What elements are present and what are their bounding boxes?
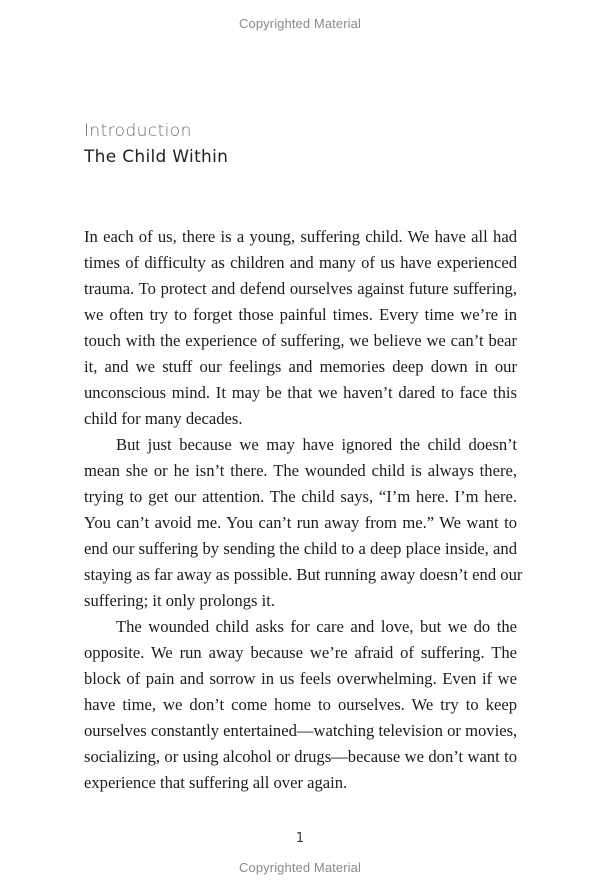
text-line: ourselves constantly entertained—watching television or movies, (84, 721, 518, 740)
text-line: touch with the experience of suffering, we believe we can’t bear (84, 331, 517, 350)
body-text (84, 224, 523, 796)
paragraph-2 (84, 432, 523, 614)
text-line: times of difficulty as children and many of us have experienced (84, 253, 517, 272)
copyright-watermark-bottom: Copyrighted Material (239, 860, 361, 875)
text-line: opposite. We run away because we’re afraid of suffering. The (84, 643, 517, 662)
text-line: trying to get our attention. The child says, “I’m here. I’m here. (84, 487, 517, 506)
text-line: You can’t avoid me. You can’t run away from me.” We want to (84, 513, 517, 532)
paragraph-1 (84, 224, 517, 432)
text-line: The wounded child asks for care and love, but we do the (116, 617, 517, 636)
page-number: 1 (295, 831, 305, 846)
text-line: it, and we stuff our feelings and memories deep down in our (84, 357, 517, 376)
chapter-title: The Child Within (84, 147, 229, 167)
text-line: trauma. To protect and defend ourselves against future suffering, (84, 279, 517, 298)
text-line: block of pain and sorrow in us feels overwhelming. Even if we (84, 669, 517, 688)
text-line: In each of us, there is a young, suffering child. We have all had (84, 227, 517, 246)
text-line: unconscious mind. It may be that we haven’t dared to face this (84, 383, 517, 402)
text-line: have time, we don’t come home to ourselves. We try to keep (84, 695, 517, 714)
text-line: mean she or he isn’t there. The wounded child is always there, (84, 461, 517, 480)
copyright-watermark-top: Copyrighted Material (239, 16, 361, 31)
text-line: socializing, or using alcohol or drugs—because we don’t want to (84, 747, 517, 766)
text-line: we often try to forget those painful times. Every time we’re in (84, 305, 517, 324)
text-line: experience that suffering all over again. (84, 773, 348, 792)
text-line: staying as far away as possible. But running away doesn’t end our (84, 565, 523, 584)
text-line: end our suffering by sending the child to a deep place inside, and (84, 539, 517, 558)
chapter-label: Introduction (84, 121, 192, 141)
text-line: child for many decades. (84, 409, 243, 428)
text-line: suffering; it only prolongs it. (84, 591, 275, 610)
text-line: But just because we may have ignored the child doesn’t (116, 435, 517, 454)
paragraph-3 (84, 614, 517, 796)
